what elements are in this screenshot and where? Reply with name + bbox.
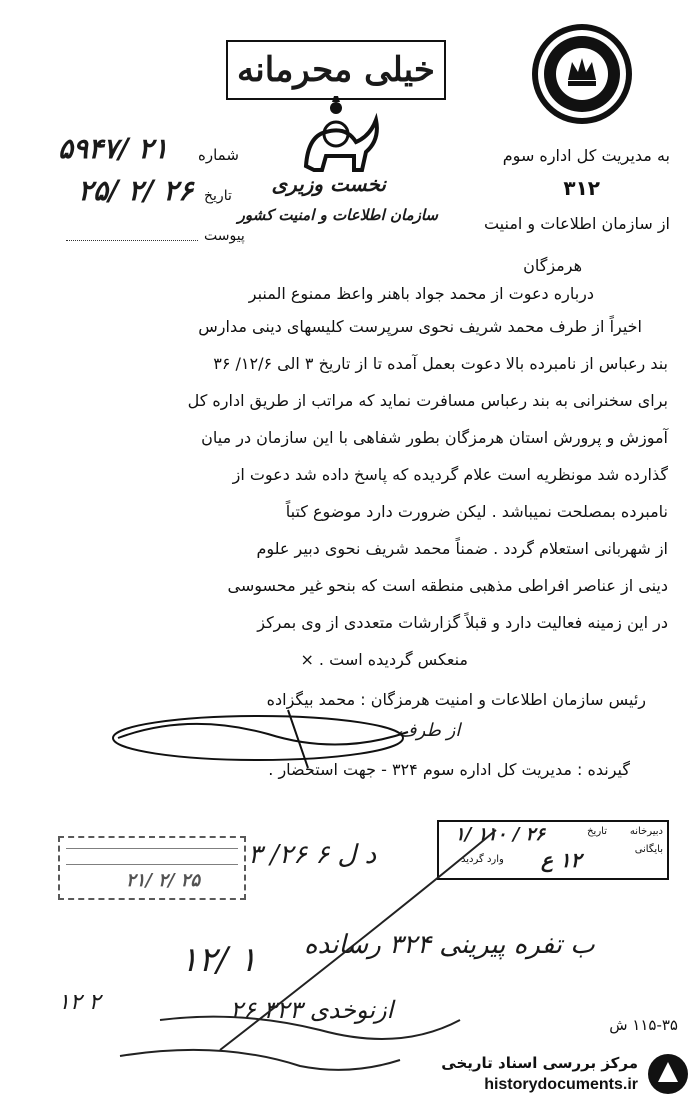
annotation-bottom: ازنوخدی ۳۲۳ ۲۶ <box>230 996 394 1024</box>
body-line: بند رعباس از نامبرده بالا دعوت بعمل آمده تا از تاریخ ۳ الی ۱۲/۶/ ۳۶ <box>213 354 668 373</box>
body-line: برای سخنرانی به بند رعباس مسافرت نماید که مراتب از طریق اداره کل <box>187 391 668 410</box>
body-line: نامبرده بمصلحت نمیباشد . لیکن ضرورت دارد موضوع کتباً <box>285 502 668 521</box>
annotation-middle: ب تفره پیرینی ۳۲۴ رسانده <box>304 930 595 960</box>
form-code: ۱۱۵-۳۵ ش <box>609 1016 678 1034</box>
body-line: دینی از عناصر افراطی مذهبی منطقه است که بنحو غیر محسوسی <box>227 576 668 595</box>
registry-value: ۱/ ۱۱۰ / ۲۶ <box>455 824 545 845</box>
subject-line: درباره دعوت از محمد جواد باهنر واعظ ممنوع المنبر <box>248 284 594 303</box>
date-value: ۲۵/ ۲/ ۲۶ <box>78 174 194 207</box>
date-label: تاریخ <box>204 188 232 204</box>
body-line: گذارده شد مونظریه است علام گردیده که پاسخ داده شد دعوت از <box>232 465 668 484</box>
secondary-stamp-value: ۲۱/ ۲/ ۲۵ <box>126 870 201 891</box>
annotation-corner: ۱۲ ۲ <box>58 990 101 1015</box>
watermark-title: مرکز بررسی اسناد تاریخی <box>441 1054 638 1072</box>
watermark-logo-icon <box>646 1052 690 1096</box>
body-line: از شهربانی استعلام گردد . ضمناً محمد شریف نحوی دبیر علوم <box>256 539 668 558</box>
classification-text: خیلی محرمانه <box>237 50 435 90</box>
signature-title: رئیس سازمان اطلاعات و امنیت هرمزگان : محمد بیگزاده <box>266 690 646 709</box>
annotation-left-number: ۱۲/ ۱ <box>180 940 258 980</box>
registry-code: ۱۲ ع <box>541 848 582 872</box>
emblem-seal <box>528 22 636 126</box>
body-line: آموزش و پرورش استان هرمزگان بطور شفاهی با این سازمان در میان <box>201 428 668 447</box>
sender-region: هرمزگان <box>523 256 582 275</box>
body-line: در این زمینه فعالیت دارد و قبلاً گزارشات متعددی از وی بمرکز <box>257 613 668 632</box>
registry-date-label: تاریخ <box>587 826 607 837</box>
sender: از سازمان اطلاعات و امنیت <box>483 214 670 233</box>
attachment-label: پیوست <box>204 228 245 244</box>
recipient: به مدیریت کل اداره سوم <box>502 146 670 165</box>
attachment-dots <box>66 240 198 241</box>
ministry-title: نخست وزیری <box>271 172 386 196</box>
watermark <box>412 1052 690 1100</box>
cc-line: گیرنده : مدیریت کل اداره سوم ۳۲۴ - جهت استحضار . <box>268 760 630 779</box>
lion-and-sun-emblem <box>296 96 386 176</box>
annotation-top: د ل ۶ ۲۶/ ۳ <box>248 840 377 870</box>
classification-stamp <box>226 40 446 100</box>
signature-handwritten: از طرف <box>398 720 461 741</box>
number-value: ۵۹۴۷/ ۲۱ <box>58 132 169 165</box>
organization-title: سازمان اطلاعات و امنیت کشور <box>237 206 438 224</box>
body-line: منعکس گردیده است . × <box>300 650 468 669</box>
registry-sub: بایگانی <box>634 844 663 855</box>
annotation-strokes <box>100 820 520 1080</box>
registry-label: دبیرخانه <box>629 826 663 837</box>
watermark-url: historydocuments.ir <box>484 1076 638 1093</box>
number-label: شماره <box>198 146 239 164</box>
recipient-code: ۳۱۲ <box>563 176 600 200</box>
body-line: اخیراً از طرف محمد شریف نحوی سرپرست کلیسهای دینی مدارس <box>198 317 642 336</box>
letter-body <box>56 308 668 678</box>
registry-note: وارد گردید <box>461 854 504 865</box>
